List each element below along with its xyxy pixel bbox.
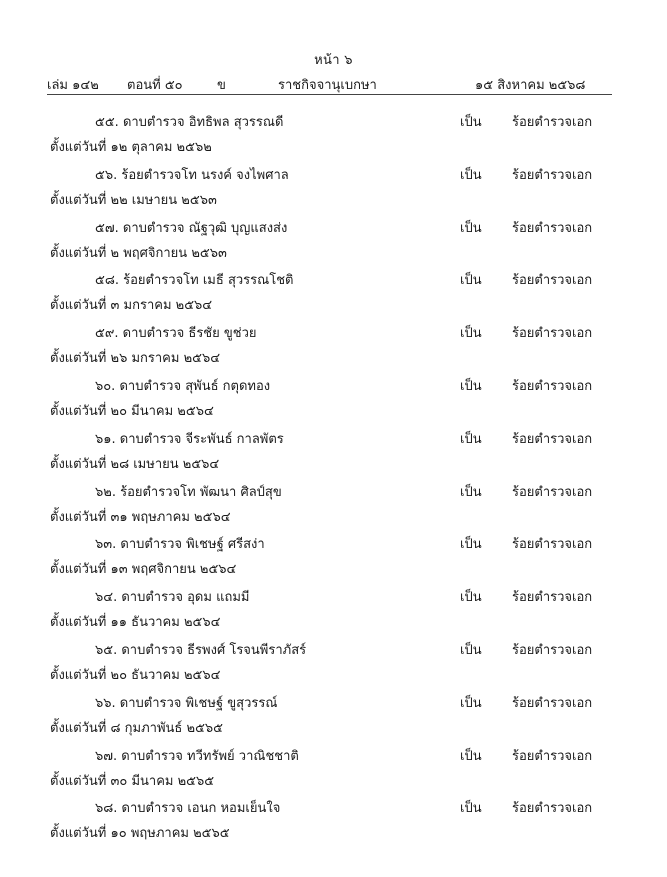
- list-item: [0, 797, 667, 850]
- entry-name: ๕๕. ดาบตำรวจ อิทธิพล สุวรรณดี: [95, 115, 284, 130]
- entry-to: เป็น: [460, 642, 482, 658]
- entry-to: เป็น: [460, 326, 482, 342]
- entry-effective-date: ตั้งแต่วันที่ ๒๒ เมษายน ๒๕๖๓: [50, 192, 217, 208]
- entry-name: ๕๗. ดาบตำรวจ ณัฐวุฒิ บุญแสงส่ง: [95, 220, 288, 236]
- entry-name: ๖๔. ดาบตำรวจ อุดม แถมมี: [95, 590, 250, 606]
- entry-rank: ร้อยตำรวจเอก: [512, 167, 593, 183]
- list-item: [0, 375, 667, 428]
- entry-to: เป็น: [460, 220, 482, 236]
- entry-rank: ร้อยตำรวจเอก: [512, 748, 593, 764]
- entry-effective-date: ตั้งแต่วันที่ ๓๑ พฤษภาคม ๒๕๖๔: [50, 509, 231, 525]
- gazette-title: ราชกิจจานุเบกษา: [278, 78, 377, 93]
- entry-name: ๖๑. ดาบตำรวจ จีระพันธ์ กาลพัตร: [95, 431, 284, 447]
- list-item: [0, 269, 667, 322]
- entry-to: เป็น: [460, 484, 482, 500]
- list-item: [0, 586, 667, 639]
- list-item: [0, 428, 667, 481]
- entry-rank: ร้อยตำรวจเอก: [512, 484, 593, 500]
- list-item: [0, 111, 667, 164]
- section-label: ข: [217, 78, 226, 93]
- entry-to: เป็น: [460, 167, 482, 183]
- entry-rank: ร้อยตำรวจเอก: [512, 220, 593, 236]
- list-item: [0, 164, 667, 217]
- list-item: [0, 692, 667, 745]
- list-item: [0, 322, 667, 375]
- entry-rank: ร้อยตำรวจเอก: [512, 326, 593, 342]
- entry-name: ๖๐. ดาบตำรวจ สุพันธ์ กตุดทอง: [95, 378, 271, 394]
- entry-effective-date: ตั้งแต่วันที่ ๒๘ เมษายน ๒๕๖๔: [50, 456, 220, 472]
- list-item: [0, 639, 667, 692]
- entry-effective-date: ตั้งแต่วันที่ ๑๑ ธันวาคม ๒๕๖๔: [50, 615, 221, 631]
- entry-effective-date: ตั้งแต่วันที่ ๓ มกราคม ๒๕๖๔: [50, 298, 213, 314]
- entry-name: ๖๕. ดาบตำรวจ ธีรพงศ์ โรจนพีราภัสร์: [95, 642, 307, 658]
- entry-effective-date: ตั้งแต่วันที่ ๒ พฤศจิกายน ๒๕๖๓: [50, 245, 227, 261]
- entry-effective-date: ตั้งแต่วันที่ ๑๓ พฤศจิกายน ๒๕๖๔: [50, 562, 237, 578]
- issue-label: ตอนที่ ๕๐: [127, 78, 183, 93]
- header-rule: [47, 94, 612, 95]
- entry-rank: ร้อยตำรวจเอก: [512, 273, 593, 289]
- entry-to: เป็น: [460, 748, 482, 764]
- entry-to: เป็น: [460, 695, 482, 711]
- entry-effective-date: ตั้งแต่วันที่ ๒๐ มีนาคม ๒๕๖๔: [50, 403, 214, 419]
- entry-name: ๕๙. ดาบตำรวจ ธีรชัย ขูช่วย: [95, 326, 257, 342]
- list-item: [0, 481, 667, 534]
- entry-effective-date: ตั้งแต่วันที่ ๒๖ มกราคม ๒๕๖๔: [50, 351, 221, 367]
- list-item: [0, 745, 667, 798]
- entry-effective-date: ตั้งแต่วันที่ ๘ กุมภาพันธ์ ๒๕๖๕: [50, 720, 223, 736]
- entry-effective-date: ตั้งแต่วันที่ ๒๐ ธันวาคม ๒๕๖๔: [50, 667, 221, 683]
- entry-to: เป็น: [460, 115, 482, 130]
- entry-rank: ร้อยตำรวจเอก: [512, 537, 593, 553]
- entry-name: ๖๓. ดาบตำรวจ พิเชษฐ์ ศรีสง่า: [95, 537, 265, 553]
- entry-to: เป็น: [460, 273, 482, 289]
- entry-name: ๖๖. ดาบตำรวจ พิเชษฐ์ ขูสุวรรณ์: [95, 695, 278, 711]
- volume-label: เล่ม ๑๔๒: [47, 78, 99, 93]
- entry-to: เป็น: [460, 590, 482, 606]
- entry-name: ๕๖. ร้อยตำรวจโท นรงค์ จงไพศาล: [95, 167, 289, 183]
- list-item: [0, 217, 667, 270]
- entry-rank: ร้อยตำรวจเอก: [512, 801, 593, 817]
- entry-rank: ร้อยตำรวจเอก: [512, 431, 593, 447]
- entry-rank: ร้อยตำรวจเอก: [512, 695, 593, 711]
- entry-to: เป็น: [460, 801, 482, 817]
- entry-name: ๕๘. ร้อยตำรวจโท เมธี สุวรรณโชติ: [95, 273, 294, 289]
- entry-name: ๖๒. ร้อยตำรวจโท พัฒนา ศิลป์สุข: [95, 484, 282, 500]
- entry-name: ๖๗. ดาบตำรวจ ทวีทรัพย์ วาณิชชาติ: [95, 748, 299, 764]
- entry-effective-date: ตั้งแต่วันที่ ๓๐ มีนาคม ๒๕๖๕: [50, 773, 215, 789]
- entry-effective-date: ตั้งแต่วันที่ ๑๒ ตุลาคม ๒๕๖๒: [50, 140, 212, 155]
- entry-effective-date: ตั้งแต่วันที่ ๑๐ พฤษภาคม ๒๕๖๕: [50, 826, 230, 842]
- entry-to: เป็น: [460, 537, 482, 553]
- appointment-list: [0, 111, 667, 850]
- entry-name: ๖๘. ดาบตำรวจ เอนก หอมเย็นใจ: [95, 801, 281, 817]
- entry-rank: ร้อยตำรวจเอก: [512, 590, 593, 606]
- entry-to: เป็น: [460, 378, 482, 394]
- entry-to: เป็น: [460, 431, 482, 447]
- list-item: [0, 533, 667, 586]
- issue-date: ๑๕ สิงหาคม ๒๕๖๘: [475, 78, 586, 93]
- entry-rank: ร้อยตำรวจเอก: [512, 115, 593, 130]
- entry-rank: ร้อยตำรวจเอก: [512, 378, 593, 394]
- page-number: หน้า ๖: [314, 53, 353, 68]
- entry-rank: ร้อยตำรวจเอก: [512, 642, 593, 658]
